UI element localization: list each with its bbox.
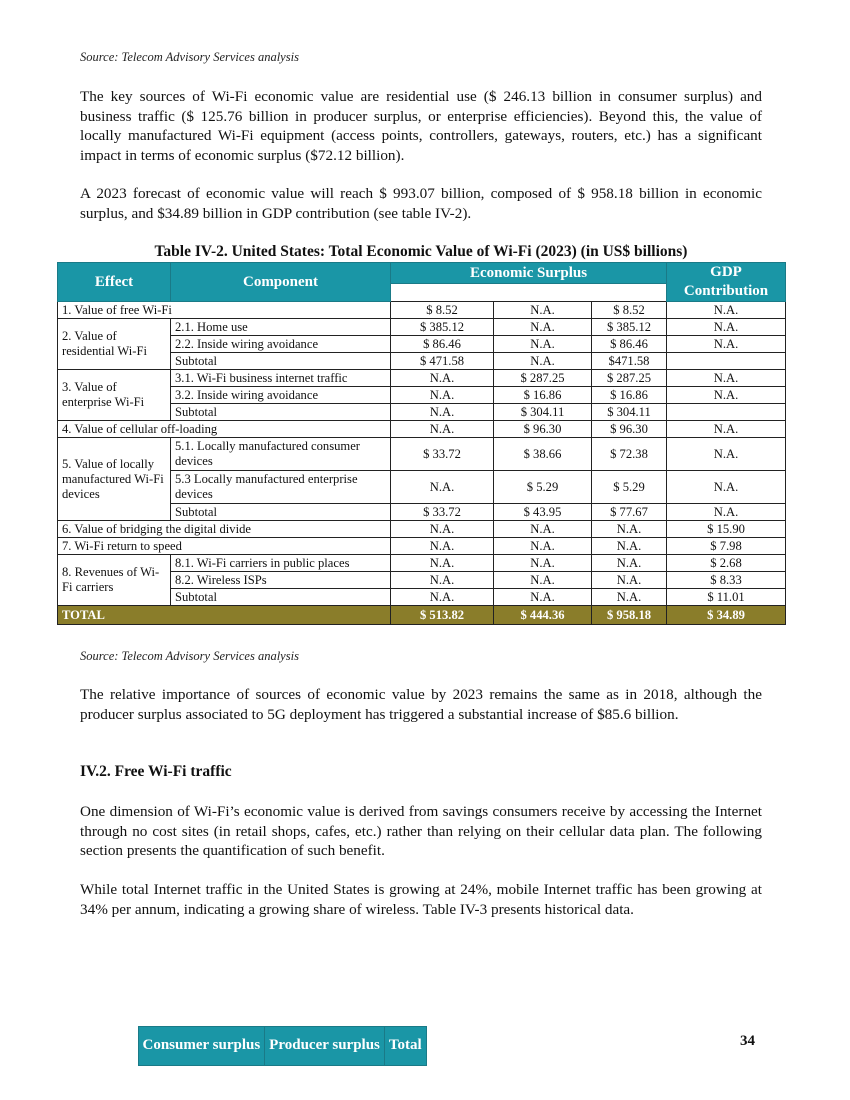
effect-label: 3. Value of enterprise Wi-Fi	[58, 370, 171, 421]
header-gdp-contribution: GDP Contribution	[667, 263, 786, 302]
total-cell: N.A.	[592, 538, 667, 555]
component-label: 5.1. Locally manufactured consumer devices	[171, 438, 391, 471]
producer-cell: $ 43.95	[494, 504, 592, 521]
component-label: Subtotal	[171, 404, 391, 421]
total-cell: $ 96.30	[592, 421, 667, 438]
producer-cell: N.A.	[494, 319, 592, 336]
component-label: 8.1. Wi-Fi carriers in public places	[171, 555, 391, 572]
consumer-cell: N.A.	[391, 538, 494, 555]
gdp-cell: N.A.	[667, 504, 786, 521]
table-subheader-row	[138, 1026, 427, 1066]
gdp-cell	[667, 404, 786, 421]
total-cell: $ 304.11	[592, 404, 667, 421]
consumer-cell: $ 33.72	[391, 504, 494, 521]
gdp-cell: N.A.	[667, 421, 786, 438]
effect-label: 7. Wi-Fi return to speed	[58, 538, 391, 555]
total-cell: $ 385.12	[592, 319, 667, 336]
effect-label: 6. Value of bridging the digital divide	[58, 521, 391, 538]
table-row	[58, 302, 786, 319]
consumer-cell: N.A.	[391, 370, 494, 387]
header-total: Total	[384, 1026, 426, 1065]
gdp-cell: $ 2.68	[667, 555, 786, 572]
table-row	[58, 370, 786, 387]
gdp-cell: N.A.	[667, 438, 786, 471]
producer-cell: $ 444.36	[494, 606, 592, 625]
consumer-cell: N.A.	[391, 421, 494, 438]
consumer-cell: $ 513.82	[391, 606, 494, 625]
producer-cell: N.A.	[494, 336, 592, 353]
consumer-cell: N.A.	[391, 471, 494, 504]
header-producer-surplus: Producer surplus	[265, 1026, 385, 1065]
paragraph-forecast: A 2023 forecast of economic value will reach $ 993.07 billion, composed of $ 958.18 billion in economic surplus, and $34.89 billion in GDP contribution (see table IV-2).	[80, 185, 762, 222]
effect-label: 8. Revenues of Wi-Fi carriers	[58, 555, 171, 606]
producer-cell: N.A.	[494, 521, 592, 538]
consumer-cell: $ 471.58	[391, 353, 494, 370]
producer-cell: N.A.	[494, 302, 592, 319]
table-row	[58, 555, 786, 572]
total-cell: $ 958.18	[592, 606, 667, 625]
consumer-cell: $ 86.46	[391, 336, 494, 353]
table-row	[58, 438, 786, 471]
consumer-cell: N.A.	[391, 521, 494, 538]
paragraph-traffic-growth: While total Internet traffic in the United States is growing at 24%, mobile Internet traffic has been growing at 34% per annum, indicating a growing share of wireless. Table IV-3 presents historical data.	[80, 881, 762, 918]
component-label: 2.2. Inside wiring avoidance	[171, 336, 391, 353]
producer-cell: $ 16.86	[494, 387, 592, 404]
producer-cell: $ 38.66	[494, 438, 592, 471]
table-row	[58, 319, 786, 336]
header-component: Component	[171, 263, 391, 302]
section-heading: IV.2. Free Wi-Fi traffic	[80, 763, 232, 780]
total-cell: $ 5.29	[592, 471, 667, 504]
component-label: 5.3 Locally manufactured enterprise devices	[171, 471, 391, 504]
total-cell: $ 86.46	[592, 336, 667, 353]
consumer-cell: N.A.	[391, 555, 494, 572]
component-label: 3.2. Inside wiring avoidance	[171, 387, 391, 404]
effect-label: 4. Value of cellular off-loading	[58, 421, 391, 438]
source-note-top: Source: Telecom Advisory Services analysis	[80, 50, 299, 64]
producer-cell: N.A.	[494, 572, 592, 589]
gdp-cell: $ 15.90	[667, 521, 786, 538]
total-label: TOTAL	[58, 606, 391, 625]
consumer-cell: N.A.	[391, 404, 494, 421]
paragraph-free-wifi: One dimension of Wi-Fi’s economic value is derived from savings consumers receive by accessing the Internet through no cost sites (in retail shops, cafes, etc.) rather than relying on their cellular data plan. The following section presents the quantification of such benefit.	[80, 803, 762, 859]
gdp-cell: N.A.	[667, 319, 786, 336]
total-cell: $ 16.86	[592, 387, 667, 404]
producer-cell: N.A.	[494, 353, 592, 370]
total-cell: $ 287.25	[592, 370, 667, 387]
header-economic-surplus: Economic Surplus	[391, 263, 667, 284]
total-cell: $471.58	[592, 353, 667, 370]
producer-cell: N.A.	[494, 589, 592, 606]
consumer-cell: $ 33.72	[391, 438, 494, 471]
gdp-cell: $ 8.33	[667, 572, 786, 589]
gdp-cell: N.A.	[667, 471, 786, 504]
source-note-bottom: Source: Telecom Advisory Services analysis	[80, 649, 299, 663]
component-label: 8.2. Wireless ISPs	[171, 572, 391, 589]
table-row	[58, 521, 786, 538]
consumer-cell: N.A.	[391, 572, 494, 589]
total-cell: $ 8.52	[592, 302, 667, 319]
total-cell: N.A.	[592, 555, 667, 572]
consumer-cell: $ 385.12	[391, 319, 494, 336]
table-row	[58, 421, 786, 438]
total-cell: N.A.	[592, 572, 667, 589]
component-label: 3.1. Wi-Fi business internet traffic	[171, 370, 391, 387]
table-title: Table IV-2. United States: Total Economic Value of Wi-Fi (2023) (in US$ billions)	[154, 243, 688, 260]
table-header-row	[58, 263, 786, 284]
table-row	[58, 538, 786, 555]
consumer-cell: N.A.	[391, 589, 494, 606]
producer-cell: N.A.	[494, 555, 592, 572]
gdp-cell	[667, 353, 786, 370]
effect-label: 5. Value of locally manufactured Wi-Fi devices	[58, 438, 171, 521]
gdp-cell: $ 7.98	[667, 538, 786, 555]
producer-cell: N.A.	[494, 538, 592, 555]
gdp-cell: N.A.	[667, 370, 786, 387]
component-label: Subtotal	[171, 589, 391, 606]
producer-cell: $ 287.25	[494, 370, 592, 387]
total-cell: $ 72.38	[592, 438, 667, 471]
consumer-cell: N.A.	[391, 387, 494, 404]
header-effect: Effect	[58, 263, 171, 302]
gdp-cell: $ 34.89	[667, 606, 786, 625]
effect-label: 1. Value of free Wi-Fi	[58, 302, 391, 319]
paragraph-key-sources: The key sources of Wi-Fi economic value are residential use ($ 246.13 billion in consumer surplus) and business traffic ($ 125.76 billion in producer surplus, or enterprise efficiencies). Beyond this, the value of locally manufactured Wi-Fi equipment (access points, controllers, gateways, routers, etc.) has a significant impact in terms of economic surplus ($72.12 billion).	[80, 88, 762, 164]
gdp-cell: N.A.	[667, 336, 786, 353]
component-label: 2.1. Home use	[171, 319, 391, 336]
gdp-cell: $ 11.01	[667, 589, 786, 606]
header-consumer-surplus: Consumer surplus	[138, 1026, 265, 1065]
consumer-cell: $ 8.52	[391, 302, 494, 319]
total-cell: N.A.	[592, 589, 667, 606]
total-cell: N.A.	[592, 521, 667, 538]
page-number: 34	[740, 1033, 755, 1049]
producer-cell: $ 5.29	[494, 471, 592, 504]
gdp-cell: N.A.	[667, 387, 786, 404]
producer-cell: $ 304.11	[494, 404, 592, 421]
effect-label: 2. Value of residential Wi-Fi	[58, 319, 171, 370]
gdp-cell: N.A.	[667, 302, 786, 319]
producer-cell: $ 96.30	[494, 421, 592, 438]
table-total-row	[58, 606, 786, 625]
total-cell: $ 77.67	[592, 504, 667, 521]
paragraph-relative-importance: The relative importance of sources of economic value by 2023 remains the same as in 2018, although the producer surplus associated to 5G deployment has triggered a substantial increase of $85.6 billion.	[80, 686, 762, 723]
component-label: Subtotal	[171, 353, 391, 370]
component-label: Subtotal	[171, 504, 391, 521]
